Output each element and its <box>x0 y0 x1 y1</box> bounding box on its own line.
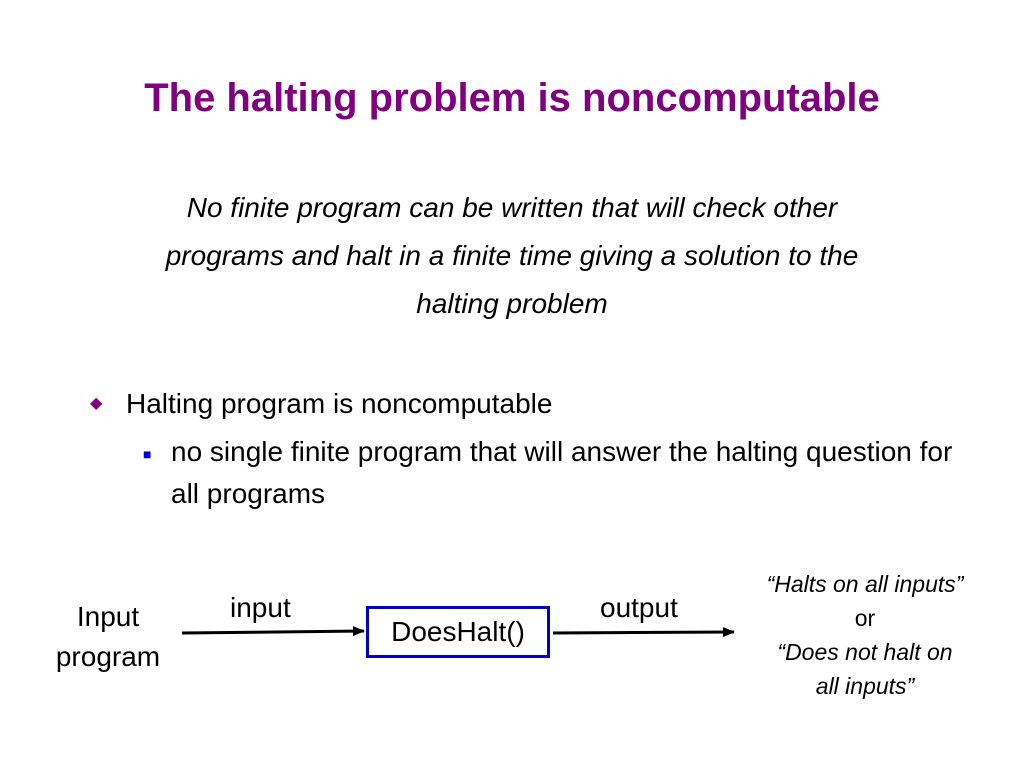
input-program-line-2: program <box>55 641 161 672</box>
output-arrow-label: output <box>600 592 678 623</box>
subtitle-line-3: halting problem <box>416 288 608 319</box>
input-program-line-1: Input <box>76 601 140 632</box>
result-or: or <box>854 605 876 631</box>
diamond-bullet-icon: ◆ <box>90 395 103 412</box>
square-bullet-icon: ■ <box>143 446 152 462</box>
output-arrow <box>553 632 734 633</box>
result-line-1: “Halts on all inputs” <box>766 571 964 597</box>
bullet-item-2: no single finite program that will answer the halting question for all programs <box>171 436 953 509</box>
input-arrow <box>182 631 364 633</box>
result-text <box>730 567 1000 703</box>
slide-title: The halting problem is noncomputable <box>144 76 880 120</box>
input-program-label <box>40 597 176 677</box>
result-line-4: all inputs” <box>815 673 915 699</box>
doeshalt-box-label: DoesHalt() <box>391 616 525 647</box>
result-line-3: “Does not halt on <box>777 639 953 665</box>
input-arrow-label: input <box>230 592 291 623</box>
subtitle-line-1: No finite program can be written that will check other <box>186 192 838 223</box>
doeshalt-box <box>366 606 550 658</box>
subtitle-line-2: programs and halt in a finite time giving a solution to the <box>165 240 859 271</box>
bullet-item-1: Halting program is noncomputable <box>126 388 553 419</box>
